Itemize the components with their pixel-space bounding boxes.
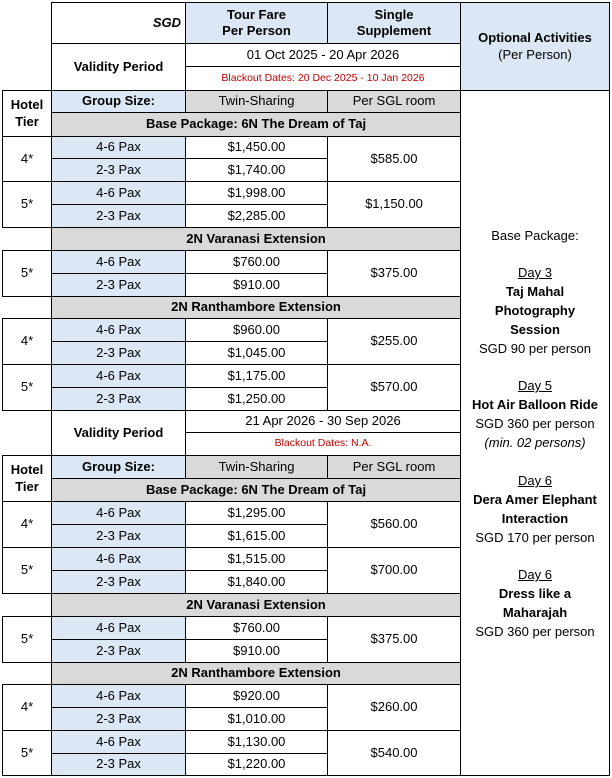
activity-name: Dera Amer Elephant [473,492,597,507]
group-size-cell: 4-6 Pax [51,364,186,388]
activity-name: Taj Mahal [505,284,565,299]
group-size-header: Group Size: [51,455,186,479]
group-size-cell: 4-6 Pax [51,730,186,754]
group-size-cell: 2-3 Pax [51,158,186,182]
hotel-tier-header-line1: Hotel [10,462,44,478]
single-supplement-header-line2: Supplement [356,23,432,38]
activity-price: SGD 90 per person [478,341,591,356]
twin-sharing-header: Twin-Sharing [185,90,328,113]
twin-fare-cell: $2,285.00 [185,204,328,228]
hotel-tier-header [2,455,52,502]
validity-period-label: Validity Period [51,43,186,91]
validity-dates: 01 Oct 2025 - 20 Apr 2026 [185,43,461,67]
hotel-tier: 4* [2,684,52,731]
hotel-tier-header-line2: Tier [15,113,39,129]
group-size-cell: 4-6 Pax [51,181,186,205]
activity-day: Day 6 [518,567,552,582]
single-supplement-cell: $375.00 [327,250,461,297]
tour-fare-header [185,2,328,44]
group-size-header: Group Size: [51,90,186,113]
twin-fare-cell: $1,515.00 [185,547,328,571]
hotel-tier: 5* [2,547,52,594]
hotel-tier: 5* [2,616,52,663]
twin-fare-cell: $1,045.00 [185,341,328,365]
twin-fare-cell: $920.00 [185,684,328,708]
single-supplement-cell: $375.00 [327,616,461,663]
group-size-cell: 4-6 Pax [51,250,186,274]
group-size-cell: 2-3 Pax [51,387,186,411]
hotel-tier: 4* [2,501,52,548]
blackout-dates: Blackout Dates: N.A. [185,432,461,456]
group-size-cell: 2-3 Pax [51,341,186,365]
single-supplement-header [327,2,461,44]
twin-fare-cell: $960.00 [185,318,328,342]
group-size-cell: 2-3 Pax [51,273,186,297]
activity-name: Photography [494,303,576,318]
group-size-cell: 4-6 Pax [51,547,186,571]
optional-activities-title: Optional Activities [478,30,592,46]
single-supplement-cell: $1,150.00 [327,181,461,228]
twin-fare-cell: $1,615.00 [185,524,328,548]
hotel-tier-header-line2: Tier [15,478,39,494]
section-title: 2N Varanasi Extension [51,227,461,251]
optional-intro: Base Package: [491,228,579,243]
activity-name: Maharajah [502,605,568,620]
twin-fare-cell: $1,175.00 [185,364,328,388]
group-size-cell: 2-3 Pax [51,707,186,731]
hotel-tier: 5* [2,250,52,297]
activity-price: SGD 170 per person [475,530,595,545]
activity-price: SGD 360 per person [475,624,595,639]
blackout-dates: Blackout Dates: 20 Dec 2025 - 10 Jan 2026 [185,66,461,91]
activity-name: Dress like a [498,586,572,601]
per-sgl-room-header: Per SGL room [327,455,461,479]
tour-fare-header-line2: Per Person [222,23,291,38]
hotel-tier: 5* [2,730,52,776]
hotel-tier: 5* [2,364,52,411]
group-size-cell: 4-6 Pax [51,684,186,708]
twin-fare-cell: $760.00 [185,616,328,640]
section-title: 2N Ranthambore Extension [51,662,461,685]
activity-day: Day 3 [518,265,552,280]
hotel-tier-header-line1: Hotel [10,97,44,113]
twin-fare-cell: $910.00 [185,273,328,297]
group-size-cell: 2-3 Pax [51,639,186,663]
group-size-cell: 4-6 Pax [51,616,186,640]
group-size-cell: 2-3 Pax [51,524,186,548]
activity-day: Day 5 [518,378,552,393]
twin-fare-cell: $910.00 [185,639,328,663]
hotel-tier: 4* [2,136,52,182]
section-title: 2N Varanasi Extension [51,593,461,617]
group-size-cell: 4-6 Pax [51,136,186,159]
twin-fare-cell: $1,295.00 [185,501,328,525]
single-supplement-cell: $570.00 [327,364,461,411]
single-supplement-cell: $540.00 [327,730,461,776]
tour-fare-header-line1: Tour Fare [227,6,286,22]
optional-activities-header [460,2,610,91]
optional-activities-panel [460,90,610,776]
section-title: Base Package: 6N The Dream of Taj [51,478,461,502]
single-supplement-cell: $255.00 [327,318,461,365]
twin-fare-cell: $1,010.00 [185,707,328,731]
hotel-tier: 5* [2,181,52,228]
twin-fare-cell: $760.00 [185,250,328,274]
twin-fare-cell: $1,250.00 [185,387,328,411]
twin-fare-cell: $1,998.00 [185,181,328,205]
validity-dates: 21 Apr 2026 - 30 Sep 2026 [185,410,461,433]
twin-fare-cell: $1,840.00 [185,570,328,594]
per-sgl-room-header: Per SGL room [327,90,461,113]
single-supplement-cell: $585.00 [327,136,461,182]
single-supplement-cell: $560.00 [327,501,461,548]
twin-fare-cell: $1,450.00 [185,136,328,159]
section-title: 2N Ranthambore Extension [51,296,461,319]
activity-price: SGD 360 per person [475,416,595,431]
group-size-cell: 2-3 Pax [51,753,186,776]
activity-day: Day 6 [518,473,552,488]
currency-label: SGD [51,2,186,44]
section-title: Base Package: 6N The Dream of Taj [51,112,461,137]
twin-fare-cell: $1,740.00 [185,158,328,182]
validity-period-label: Validity Period [51,410,186,456]
hotel-tier-header [2,90,52,137]
single-supplement-cell: $260.00 [327,684,461,731]
single-supplement-header-line1: Single [374,6,414,22]
activity-note: (min. 02 persons) [484,435,586,450]
activity-name: Hot Air Balloon Ride [472,397,598,412]
group-size-cell: 4-6 Pax [51,318,186,342]
activity-name: Interaction [501,511,569,526]
twin-sharing-header: Twin-Sharing [185,455,328,479]
twin-fare-cell: $1,130.00 [185,730,328,754]
group-size-cell: 2-3 Pax [51,570,186,594]
group-size-cell: 4-6 Pax [51,501,186,525]
single-supplement-cell: $700.00 [327,547,461,594]
group-size-cell: 2-3 Pax [51,204,186,228]
hotel-tier: 4* [2,318,52,365]
optional-activities-subtitle: (Per Person) [498,46,572,62]
activity-name: Session [510,322,560,337]
twin-fare-cell: $1,220.00 [185,753,328,776]
